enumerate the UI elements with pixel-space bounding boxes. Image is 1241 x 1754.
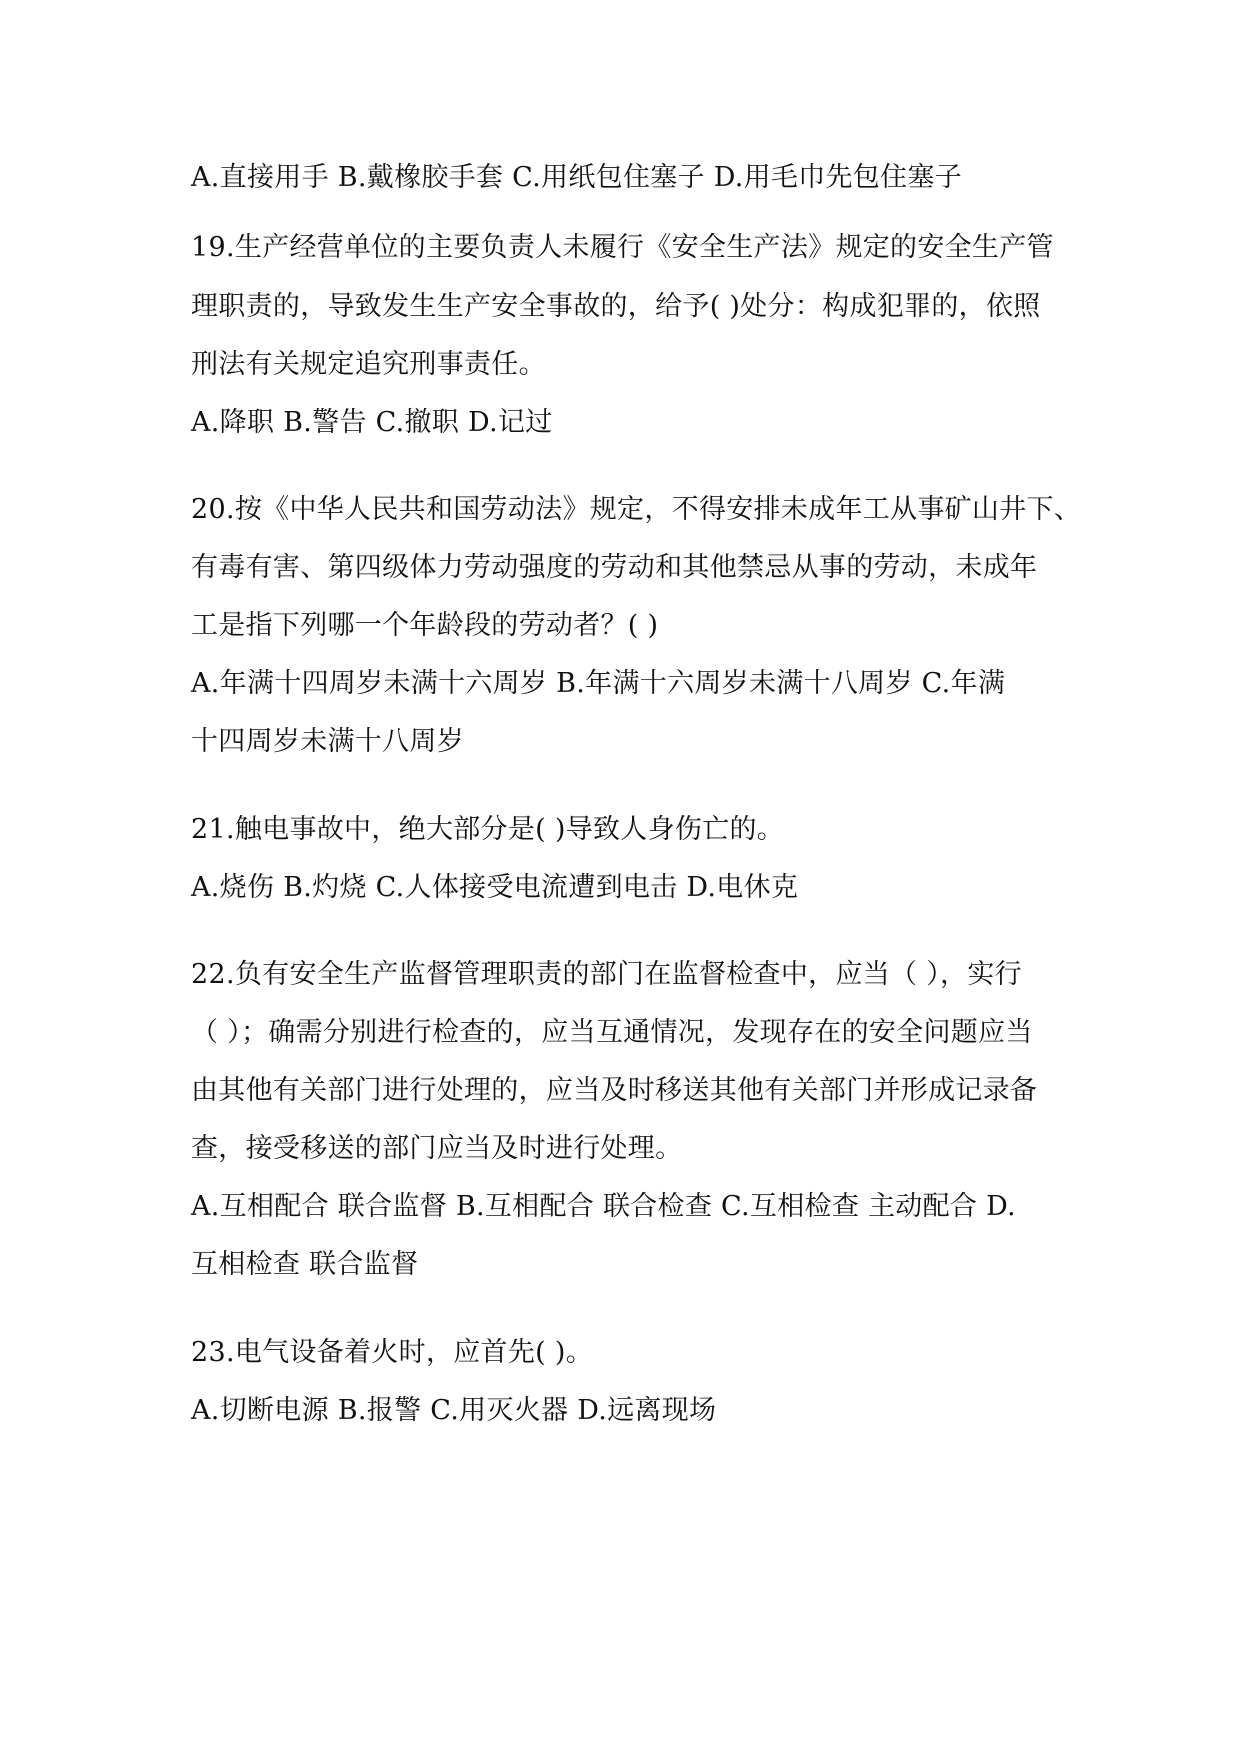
q20-options-line-1: A.年满十四周岁未满十六周岁 B.年满十六周岁未满十八周岁 C.年满 [191, 668, 1006, 699]
q22-text-line-4: 查，接受移送的部门应当及时进行处理。 [191, 1133, 683, 1164]
q22-options-line-2: 互相检查 联合监督 [191, 1249, 419, 1280]
q19-text-line-2: 理职责的，导致发生生产安全事故的，给予( )处分：构成犯罪的，依照 [191, 291, 1041, 322]
q19-text-line-3: 刑法有关规定追究刑事责任。 [191, 349, 546, 380]
q18-options: A.直接用手 B.戴橡胶手套 C.用纸包住塞子 D.用毛巾先包住塞子 [191, 162, 962, 193]
q22-text-line-2: （ ）；确需分别进行检查的，应当互通情况，发现存在的安全问题应当 [191, 1017, 1033, 1048]
q22-options-line-1: A.互相配合 联合监督 B.互相配合 联合检查 C.互相检查 主动配合 D. [191, 1191, 1016, 1222]
q20-text-line-3: 工是指下列哪一个年龄段的劳动者？( ) [191, 610, 659, 641]
q21-text: 21.触电事故中，绝大部分是( )导致人身伤亡的。 [191, 814, 785, 845]
q19-text-line-1: 19.生产经营单位的主要负责人未履行《安全生产法》规定的安全生产管 [191, 232, 1054, 263]
q23-text: 23.电气设备着火时，应首先( )。 [191, 1337, 593, 1368]
q20-text-line-2: 有毒有害、第四级体力劳动强度的劳动和其他禁忌从事的劳动，未成年 [191, 552, 1038, 583]
q20-options-line-2: 十四周岁未满十八周岁 [191, 726, 464, 757]
q20-text-line-1: 20.按《中华人民共和国劳动法》规定，不得安排未成年工从事矿山井下、 [191, 494, 1082, 525]
q23-options: A.切断电源 B.报警 C.用灭火器 D.远离现场 [191, 1395, 717, 1426]
q22-text-line-1: 22.负有安全生产监督管理职责的部门在监督检查中，应当（ ），实行 [191, 959, 1022, 990]
q22-text-line-3: 由其他有关部门进行处理的，应当及时移送其他有关部门并形成记录备 [191, 1075, 1038, 1106]
q21-options: A.烧伤 B.灼烧 C.人体接受电流遭到电击 D.电休克 [191, 872, 799, 903]
q19-options: A.降职 B.警告 C.撤职 D.记过 [191, 407, 553, 438]
